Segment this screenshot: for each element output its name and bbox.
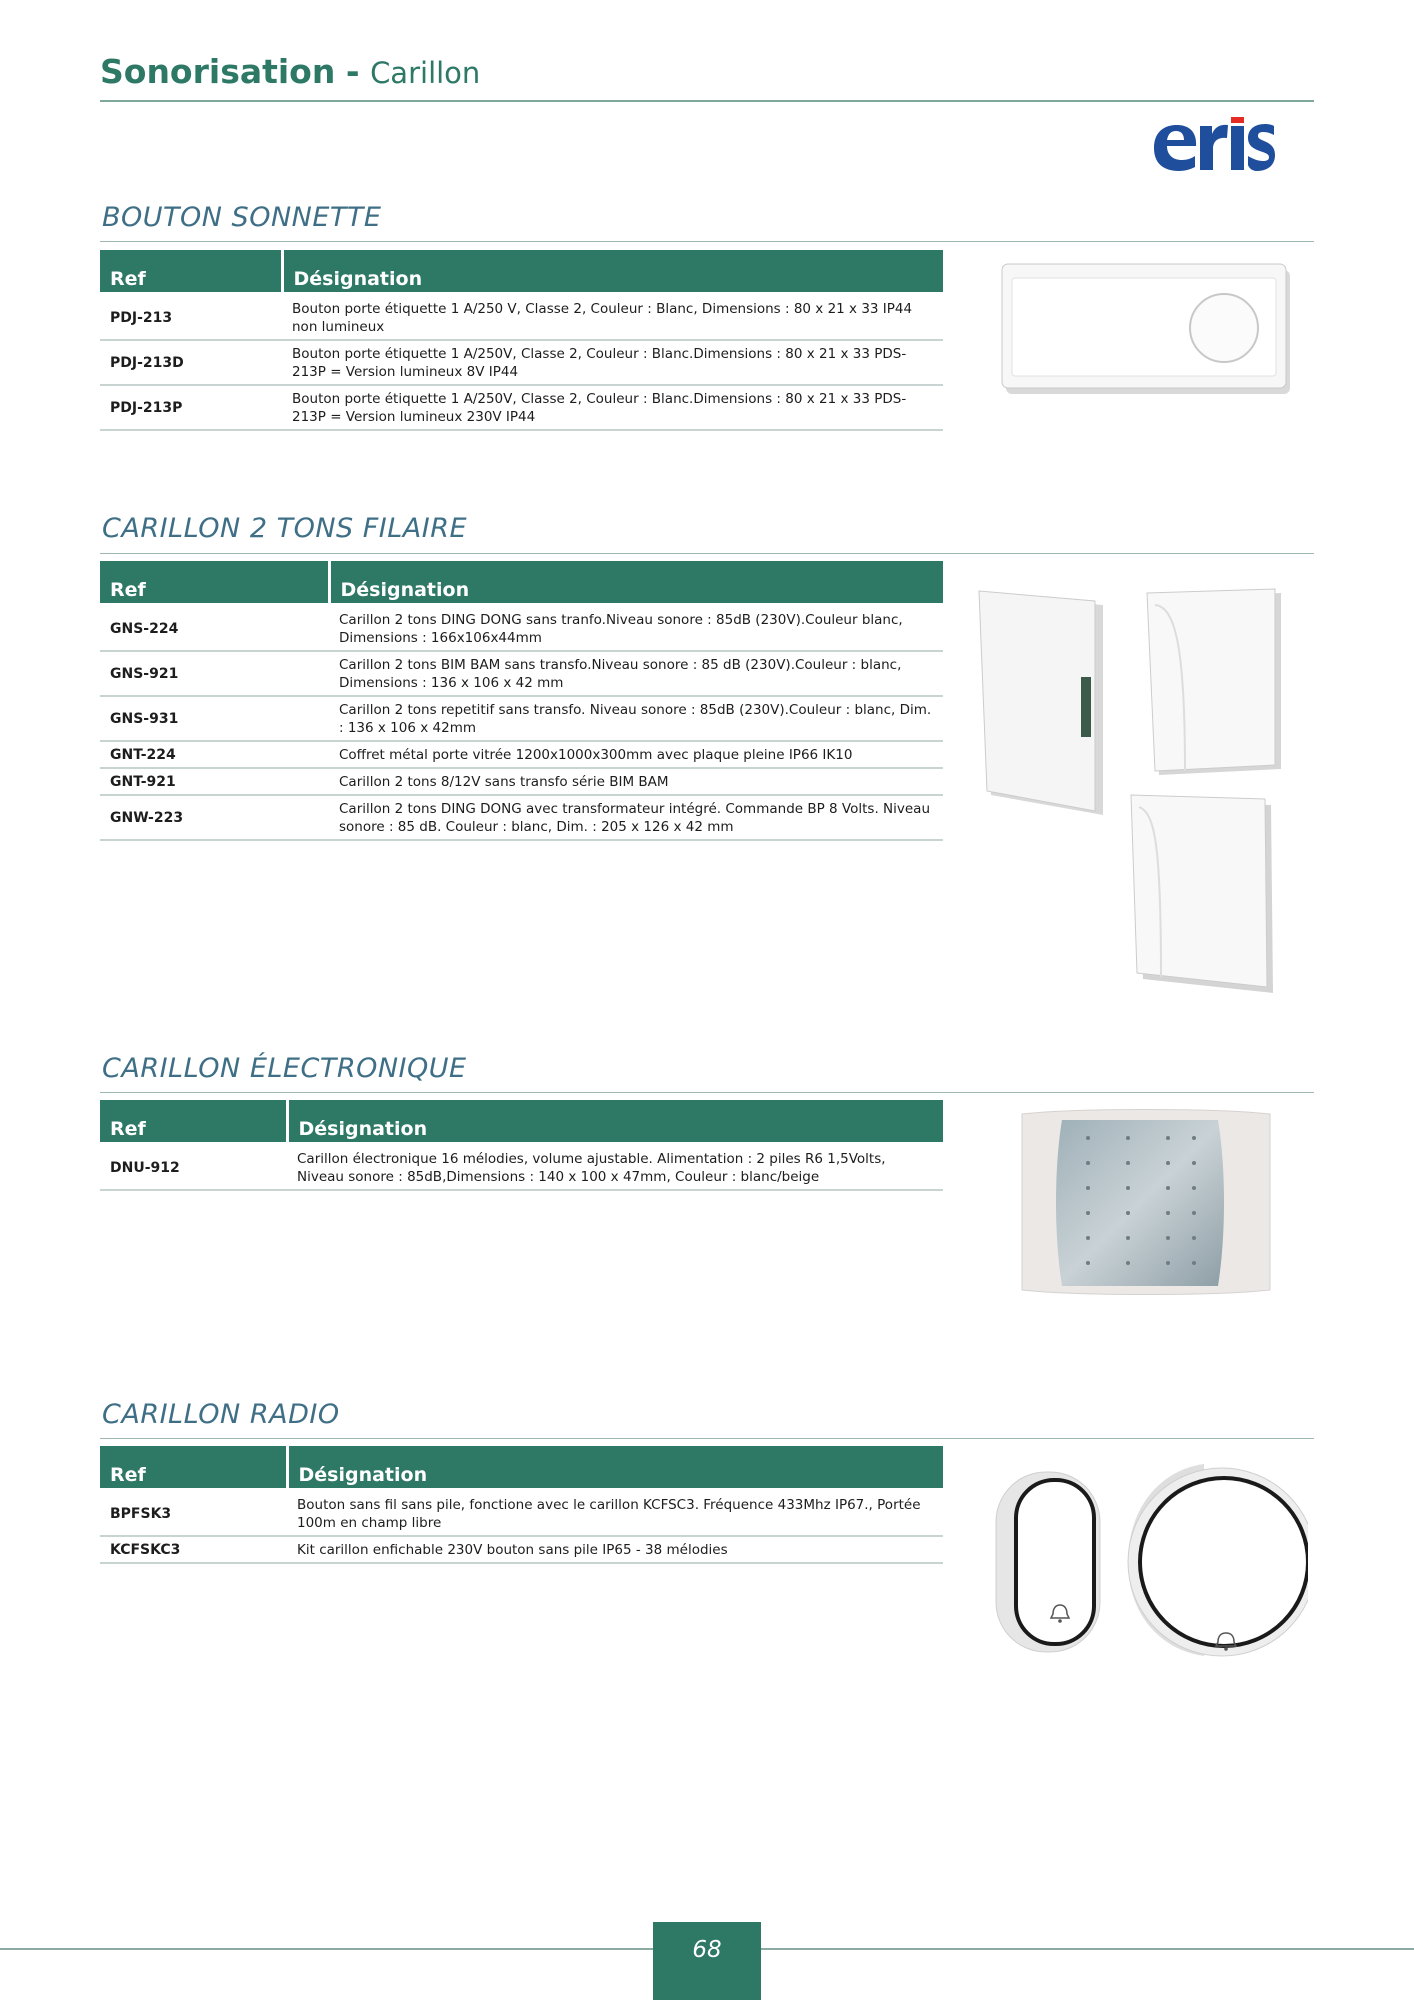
col-header-ref: Ref [100, 250, 282, 294]
table-header-row [100, 561, 943, 605]
ref-cell: PDJ-213D [100, 340, 282, 385]
electronic-chime-image [1018, 1108, 1274, 1296]
radio-chime-kit-image [990, 1458, 1308, 1668]
designation-cell: Bouton porte étiquette 1 A/250V, Classe 2, Couleur : Blanc.Dimensions : 80 x 21 x 33 PDS-213P = Version lumineux 8V IP44 [282, 340, 943, 385]
table-header-row [100, 250, 943, 294]
ref-cell: GNT-224 [100, 741, 329, 768]
designation-cell: Carillon 2 tons DING DONG sans tranfo.Niveau sonore : 85dB (230V).Couleur blanc, Dimensions : 166x106x44mm [329, 605, 943, 651]
header-divider [100, 100, 1314, 102]
designation-cell: Bouton sans fil sans pile, fonctione avec le carillon KCFSC3. Fréquence 433Mhz IP67., Portée 100m en champ libre [287, 1490, 943, 1536]
col-header-ref: Ref [100, 561, 329, 605]
table-carillon-2-tons [100, 561, 943, 841]
designation-cell: Bouton porte étiquette 1 A/250 V, Classe 2, Couleur : Blanc, Dimensions : 80 x 21 x 33 IP44 non lumineux [282, 294, 943, 340]
table-row [100, 768, 943, 795]
section-title-carillon-radio: CARILLON RADIO [102, 1399, 340, 1430]
col-header-ref: Ref [100, 1100, 287, 1144]
col-header-designation: Désignation [287, 1100, 943, 1144]
table-row [100, 651, 943, 696]
section-divider [100, 553, 1314, 554]
col-header-designation: Désignation [282, 250, 943, 294]
ref-cell: GNS-921 [100, 651, 329, 696]
table-row [100, 1490, 943, 1536]
col-header-ref: Ref [100, 1446, 287, 1490]
ref-cell: PDJ-213 [100, 294, 282, 340]
designation-cell: Carillon 2 tons DING DONG avec transformateur intégré. Commande BP 8 Volts. Niveau sonore : 85 dB. Couleur : blanc, Dim. : 205 x 126 x 42 mm [329, 795, 943, 840]
section-divider [100, 1438, 1314, 1439]
ref-cell: GNW-223 [100, 795, 329, 840]
logo-text: eris [1150, 116, 1152, 117]
table-row [100, 605, 943, 651]
designation-cell: Bouton porte étiquette 1 A/250V, Classe 2, Couleur : Blanc.Dimensions : 80 x 21 x 33 PDS-213P = Version lumineux 230V IP44 [282, 385, 943, 430]
designation-cell: Carillon 2 tons BIM BAM sans transfo.Niveau sonore : 85 dB (230V).Couleur : blanc, Dimensions : 136 x 106 x 42 mm [329, 651, 943, 696]
section-title-carillon-electronique: CARILLON ÉLECTRONIQUE [102, 1053, 467, 1084]
page-number: 68 [653, 1922, 761, 2000]
table-row [100, 795, 943, 840]
ref-cell: DNU-912 [100, 1144, 287, 1190]
eris-logo [1150, 116, 1275, 174]
table-row [100, 385, 943, 430]
wired-chimes-image [975, 585, 1295, 1000]
table-carillon-electronique [100, 1100, 943, 1191]
table-row [100, 294, 943, 340]
ref-cell: GNT-921 [100, 768, 329, 795]
designation-cell: Kit carillon enfichable 230V bouton sans pile IP65 - 38 mélodies [287, 1536, 943, 1563]
designation-cell: Carillon électronique 16 mélodies, volume ajustable. Alimentation : 2 piles R6 1,5Volts, Niveau sonore : 85dB,Dimensions : 140 x 100 x 47mm, Couleur : blanc/beige [287, 1144, 943, 1190]
section-divider [100, 1092, 1314, 1093]
section-title-bouton-sonnette: BOUTON SONNETTE [102, 202, 382, 233]
designation-cell: Carillon 2 tons 8/12V sans transfo série BIM BAM [329, 768, 943, 795]
ref-cell: GNS-224 [100, 605, 329, 651]
table-carillon-radio [100, 1446, 943, 1564]
ref-cell: PDJ-213P [100, 385, 282, 430]
designation-cell: Coffret métal porte vitrée 1200x1000x300mm avec plaque pleine IP66 IK10 [329, 741, 943, 768]
col-header-designation: Désignation [287, 1446, 943, 1490]
section-divider [100, 241, 1314, 242]
table-row [100, 741, 943, 768]
page-title: Sonorisation - Carillon [100, 52, 481, 91]
page-header [100, 52, 1314, 91]
ref-cell: BPFSK3 [100, 1490, 287, 1536]
ref-cell: KCFSKC3 [100, 1536, 287, 1563]
table-row [100, 1144, 943, 1190]
ref-cell: GNS-931 [100, 696, 329, 741]
table-row [100, 1536, 943, 1563]
doorbell-button-image [1000, 258, 1295, 398]
table-row [100, 340, 943, 385]
table-header-row [100, 1100, 943, 1144]
col-header-designation: Désignation [329, 561, 943, 605]
designation-cell: Carillon 2 tons repetitif sans transfo. Niveau sonore : 85dB (230V).Couleur : blanc, Dim. : 136 x 106 x 42mm [329, 696, 943, 741]
table-bouton-sonnette [100, 250, 943, 431]
table-row [100, 696, 943, 741]
table-header-row [100, 1446, 943, 1490]
section-title-carillon-2-tons: CARILLON 2 TONS FILAIRE [102, 513, 468, 544]
